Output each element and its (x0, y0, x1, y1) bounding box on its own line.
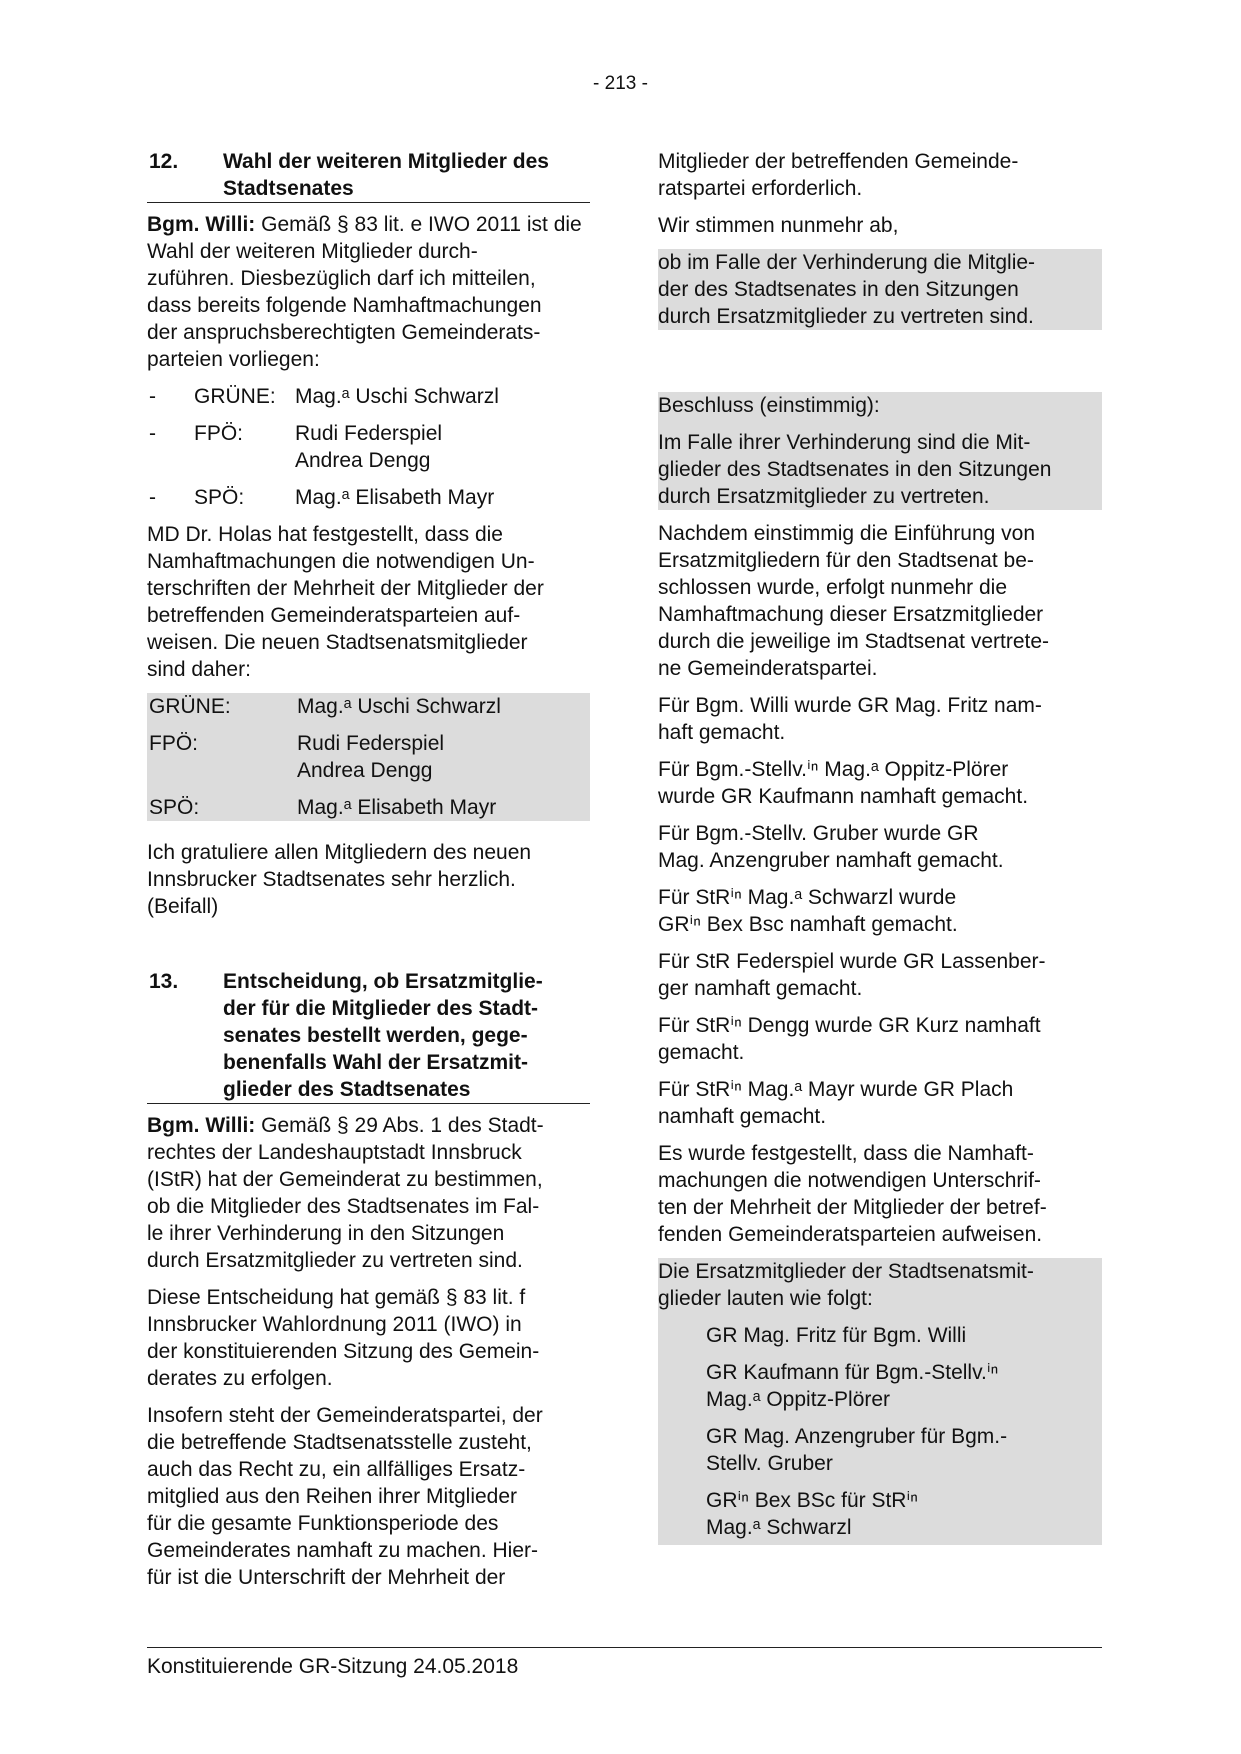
after-paragraph: Nachdem einstimmig die Einführung von Ersatzmitgliedern für den Stadtsenat be- schlossen wurde, erfolgt nunmehr die Namhaftmachung dieser Ersatzmitglieder durch die jeweilige im Stadtsenat vertrete- ne Gemeinderatspartei. (658, 522, 1050, 680)
member-names: Rudi Federspiel Andrea Dengg (295, 422, 443, 472)
substitute-item: GR Mag. Anzengruber für Bgm.- Stellv. Gruber (706, 1425, 1008, 1475)
resolution-box (658, 392, 1102, 510)
nomination-line: Für Bgm.-Stellv.ⁱⁿ Mag.ᵃ Oppitz-Plörer wurde GR Kaufmann namhaft gemacht. (658, 758, 1029, 808)
page-number: - 213 - (593, 73, 648, 94)
substitute-item: GR Kaufmann für Bgm.-Stellv.ⁱⁿ Mag.ᵃ Oppitz-Plörer (706, 1361, 999, 1411)
s13-paragraph (147, 1112, 590, 1274)
nomination-row (147, 383, 590, 410)
nomination-line: Für StRⁱⁿ Dengg wurde GR Kurz namhaft gemacht. (658, 1014, 1041, 1064)
resolution-text: Im Falle ihrer Verhinderung sind die Mit- glieder des Stadtsenates in den Sitzungen durch Ersatzmitglieder zu vertreten. (658, 431, 1052, 508)
question-box: ob im Falle der Verhinderung die Mitglie- der des Stadtsenates in den Sitzungen durch Ersatzmitglieder zu vertreten sind. (658, 249, 1102, 330)
member-names: Mag.ᵃ Elisabeth Mayr (295, 486, 495, 509)
section-13-heading (147, 968, 590, 1104)
new-members-table (147, 693, 590, 821)
member-names: Mag.ᵃ Elisabeth Mayr (297, 796, 497, 819)
vote-paragraph: Wir stimmen nunmehr ab, (658, 214, 899, 237)
substitute-item: GRⁱⁿ Bex BSc für StRⁱⁿ Mag.ᵃ Schwarzl (706, 1489, 918, 1539)
member-row (147, 794, 590, 821)
section-12-heading (147, 148, 590, 203)
list-dash: - (149, 486, 156, 509)
left-column (147, 148, 590, 1601)
s13-text: Gemäß § 29 Abs. 1 des Stadt- rechtes der Landeshauptstadt Innsbruck (IStR) hat der Gemeinderat zu bestimmen, ob die Mitglieder des Stadtsenates im Fal- le ihrer Verhinderung in den Sitzungen durch Ersatzmitglieder zu vertreten sind. (147, 1114, 544, 1272)
party-label: GRÜNE: (149, 695, 231, 718)
right-column (658, 148, 1102, 1545)
party-label: SPÖ: (194, 486, 245, 509)
verified-paragraph: Es wurde festgestellt, dass die Namhaft- machungen die notwendigen Unterschrif- ten der Mehrheit der Mitglieder der betref- fenden Gemeinderatsparteien aufweisen. (658, 1142, 1047, 1246)
speaker-label: Bgm. Willi: (147, 1114, 256, 1137)
substitutes-box (658, 1258, 1102, 1545)
party-label: FPÖ: (149, 732, 199, 755)
nomination-row (147, 420, 590, 474)
decision-paragraph: Diese Entscheidung hat gemäß § 83 lit. f Innsbrucker Wahlordnung 2011 (IWO) in der konstituierenden Sitzung des Gemein- derates zu erfolgen. (147, 1286, 540, 1390)
member-row (147, 730, 590, 794)
nomination-list (147, 383, 590, 511)
substitute-item: GR Mag. Fritz für Bgm. Willi (706, 1324, 967, 1347)
nomination-row (147, 484, 590, 511)
party-label: FPÖ: (194, 422, 244, 445)
nomination-line: Für Bgm.-Stellv. Gruber wurde GR Mag. Anzengruber namhaft gemacht. (658, 822, 1004, 872)
member-names: Mag.ᵃ Uschi Schwarzl (295, 385, 499, 408)
speaker-label: Bgm. Willi: (147, 213, 256, 236)
nomination-line: Für StR Federspiel wurde GR Lassenber- ger namhaft gemacht. (658, 950, 1046, 1000)
member-names: Rudi Federspiel Andrea Dengg (297, 732, 445, 782)
intro-text: Gemäß § 83 lit. e IWO 2011 ist die Wahl der weiteren Mitglieder durch- zuführen. Diesbezüglich darf ich mitteilen, dass bereits folgende Namhaftmachungen der anspruchsberechtigten Gemeinderats- parteien vorliegen: (147, 213, 582, 371)
section-12-title: Wahl der weiteren Mitglieder des Stadtsenates (223, 150, 549, 200)
substitutes-list (658, 1322, 1102, 1541)
list-dash: - (149, 422, 156, 445)
member-names: Mag.ᵃ Uschi Schwarzl (297, 695, 501, 718)
nomination-line: Für Bgm. Willi wurde GR Mag. Fritz nam- haft gemacht. (658, 694, 1042, 744)
member-row (147, 693, 590, 730)
section-13-number: 13. (149, 970, 179, 993)
resolution-label: Beschluss (einstimmig): (658, 394, 880, 417)
section-13-title: Entscheidung, ob Ersatzmitglie- der für die Mitglieder des Stadt- senates bestellt werden, gege- benenfalls Wahl der Ersatzmit- glieder des Stadtsenates (223, 970, 543, 1101)
section-12-number: 12. (149, 150, 179, 173)
party-label: SPÖ: (149, 796, 200, 819)
right-paragraph: Insofern steht der Gemeinderatspartei, der die betreffende Stadtsenatsstelle zusteht, auch das Recht zu, ein allfälliges Ersatz- mitglied aus den Reihen ihrer Mitglieder für die gesamte Funktionsperiode des Gemeinderates namhaft zu machen. Hier- für ist die Unterschrift der Mehrheit der (147, 1404, 543, 1589)
substitutes-intro: Die Ersatzmitglieder der Stadtsenatsmit- glieder lauten wie folgt: (658, 1260, 1034, 1310)
holas-paragraph: MD Dr. Holas hat festgestellt, dass die Namhaftmachungen die notwendigen Un- terschriften der Mehrheit der Mitglieder der betreffenden Gemeinderatsparteien auf- weisen. Die neuen Stadtsenatsmitglieder sind daher: (147, 523, 544, 681)
continuation-paragraph: Mitglieder der betreffenden Gemeinde- ratspartei erforderlich. (658, 150, 1019, 200)
page-footer: Konstituierende GR-Sitzung 24.05.2018 (147, 1647, 1102, 1680)
list-dash: - (149, 385, 156, 408)
party-label: GRÜNE: (194, 385, 276, 408)
intro-paragraph (147, 211, 590, 373)
nomination-line: Für StRⁱⁿ Mag.ᵃ Mayr wurde GR Plach namhaft gemacht. (658, 1078, 1014, 1128)
nomination-line: Für StRⁱⁿ Mag.ᵃ Schwarzl wurde GRⁱⁿ Bex Bsc namhaft gemacht. (658, 886, 958, 936)
congrats-paragraph: Ich gratuliere allen Mitgliedern des neuen Innsbrucker Stadtsenates sehr herzlich. (Beifall) (147, 841, 532, 918)
